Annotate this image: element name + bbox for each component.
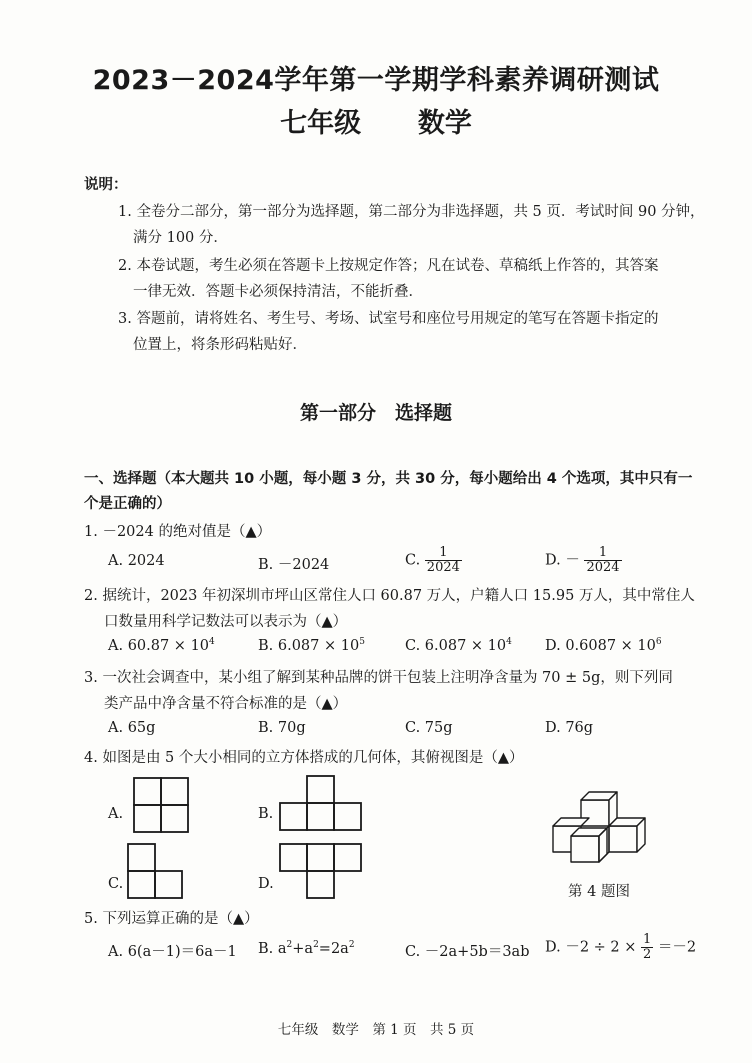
question-3-line-1: 3. 一次社会调查中，某小组了解到某种品牌的饼干包装上注明净含量为 70 ± 5g，则下列同 (84, 670, 673, 686)
question-2-option-d: D. $0.6087 \times 10^6$ (545, 637, 662, 654)
question-1-option-d (545, 546, 622, 575)
question-5-option-c: C. －2a+5b＝3ab (405, 944, 530, 960)
question-3-option-c: C. 75g (405, 720, 453, 736)
note-2-line-2: 一律无效．答题卡必须保持清洁，不能折叠． (133, 284, 423, 300)
note-1-line-2: 满分 100 分． (133, 230, 228, 246)
exam-title: 2023－2024学年第一学期学科素养调研测试 (92, 65, 660, 96)
question-4-solid-figure (543, 786, 655, 870)
question-2-line-2: 口数量用科学记数法可以表示为（▲） (104, 614, 348, 630)
note-3-line-1: 3. 答题前，请将姓名、考生号、考场、试室号和座位号用规定的笔写在答题卡指定的 (118, 311, 659, 327)
question-5-option-a: A. 6(a－1)＝6a－1 (108, 944, 237, 960)
subject-label: 数学 (417, 108, 472, 139)
question-5-stem: 5. 下列运算正确的是（▲） (84, 911, 259, 927)
question-4-option-b-label: B. (258, 806, 274, 822)
fraction: $\frac{1}{2024}$ (426, 545, 460, 575)
question-4-option-a-label: A. (108, 806, 124, 822)
question-2-line-1: 2. 据统计，2023 年初深圳市坪山区常住人口 60.87 万人，户籍人口 15.95 万人，其中常住人 (84, 588, 695, 604)
note-2-line-1: 2. 本卷试题，考生必须在答题卡上按规定作答；凡在试卷、草稿纸上作答的，其答案 (118, 258, 659, 274)
section-title: 第一部分 选择题 (299, 402, 452, 424)
question-5-option-b: B. $a^2+a^2=2a^2$ (258, 940, 355, 957)
question-2-option-b: B. $6.087 \times 10^5$ (258, 637, 365, 654)
fraction: $\frac{1}{2024}$ (586, 545, 620, 575)
part-heading-line-1: 一、选择题（本大题共 10 小题，每小题 3 分，共 30 分，每小题给出 4 个选项，其中只有一 (84, 471, 693, 487)
question-4-option-b-figure (279, 775, 363, 831)
note-3-line-2: 位置上，将条形码粘贴好． (133, 337, 307, 353)
note-1-line-1: 1. 全卷分二部分，第一部分为选择题，第二部分为非选择题，共 5 页．考试时间 90 分钟， (118, 204, 705, 220)
question-4-option-d-figure (279, 843, 363, 899)
question-4-option-c-figure (127, 843, 183, 899)
question-3-line-2: 类产品中净含量不符合标准的是（▲） (104, 696, 348, 712)
question-2-option-a: A. $60.87 \times 10^4$ (108, 637, 215, 654)
option-d-prefix: D. － (545, 552, 580, 569)
exam-subtitle (0, 101, 752, 140)
option-c-prefix: C. (405, 552, 421, 569)
fraction: $\frac{1}{2}$ (643, 932, 652, 962)
question-3-option-b: B. 70g (258, 720, 306, 736)
question-5-option-d: D. －2 ÷ 2 × $\frac{1}{2}$ ＝－2 (545, 932, 697, 962)
part-heading-line-2: 个是正确的） (84, 496, 171, 512)
question-4-option-d-label: D. (258, 876, 274, 892)
question-4-stem: 4. 如图是由 5 个大小相同的立方体搭成的几何体，其俯视图是（▲） (84, 750, 524, 766)
question-3-option-a: A. 65g (108, 720, 156, 736)
question-4-option-a-figure (133, 777, 189, 833)
question-4-figure-caption: 第 4 题图 (568, 884, 630, 900)
grade-label: 七年级 (280, 108, 362, 139)
notes-heading: 说明： (84, 177, 128, 193)
question-1-option-a: A. 2024 (108, 553, 165, 569)
question-4-option-c-label: C. (108, 876, 124, 892)
question-3-option-d: D. 76g (545, 720, 594, 736)
question-1-option-b: B. －2024 (258, 557, 330, 573)
question-2-option-c: C. $6.087 \times 10^4$ (405, 637, 512, 654)
question-1-option-c (405, 546, 462, 575)
page-footer: 七年级 数学 第 1 页 共 5 页 (277, 1022, 475, 1038)
question-1-stem: 1. －2024 的绝对值是（▲） (84, 524, 272, 540)
